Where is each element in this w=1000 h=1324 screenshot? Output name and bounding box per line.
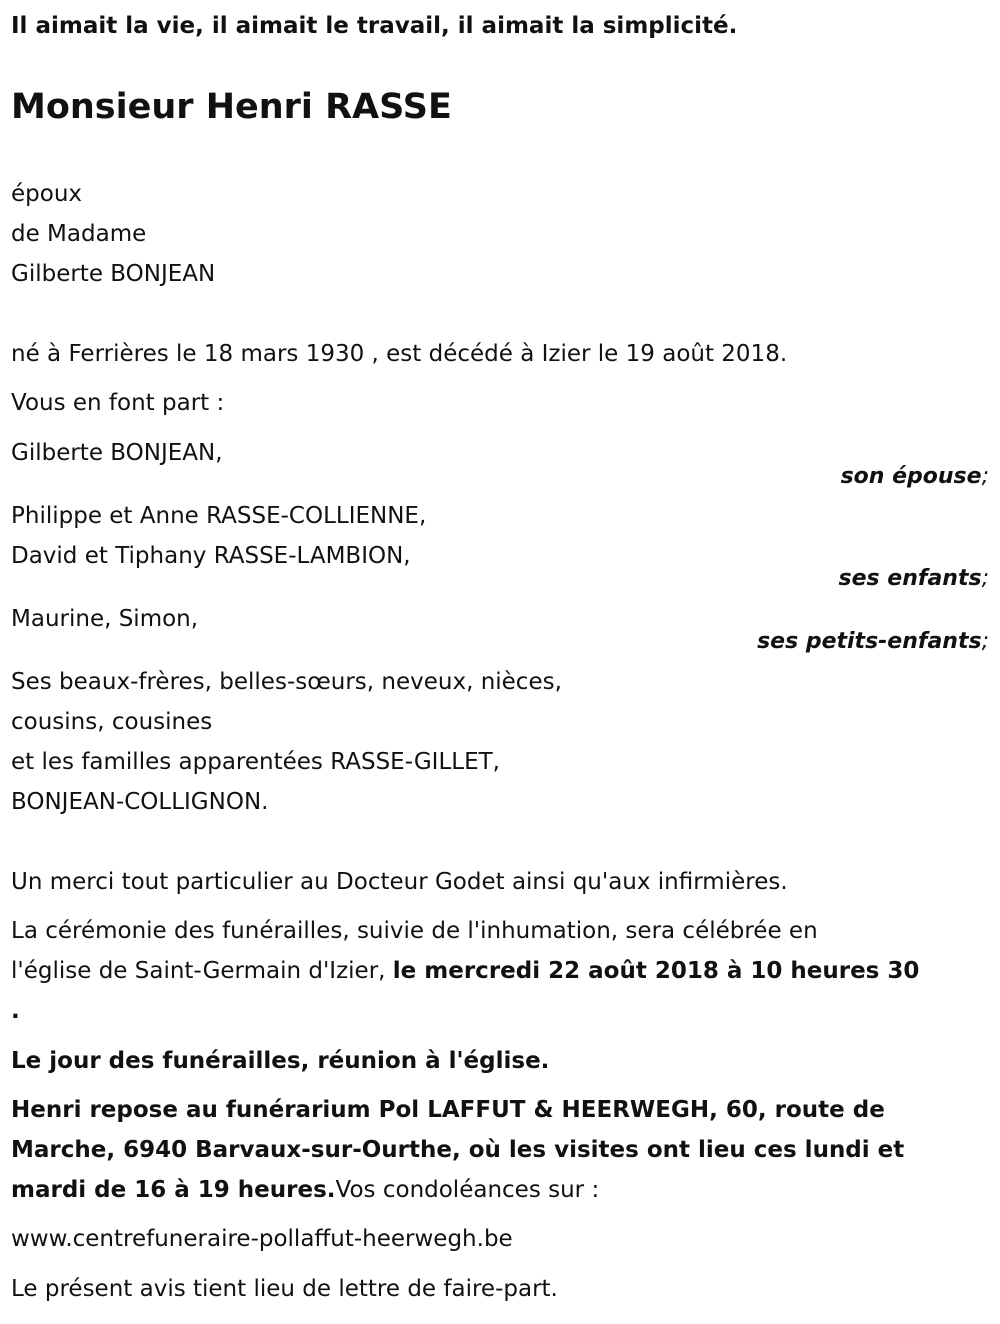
extended-family-line: et les familles apparentées RASSE-GILLET, — [11, 749, 500, 775]
announcement-line: Vous en font part : — [11, 390, 225, 416]
family-spouse-name: Gilberte BONJEAN, — [11, 440, 223, 466]
spouse-line: époux — [11, 181, 83, 207]
family-child-name: Philippe et Anne RASSE-COLLIENNE, — [11, 503, 427, 529]
ceremony-period: . — [11, 998, 20, 1024]
gathering-line: Le jour des funérailles, réunion à l'église. — [11, 1048, 550, 1074]
ceremony-line — [11, 951, 919, 991]
deceased-name: Monsieur Henri RASSE — [11, 87, 452, 127]
motto: Il aimait la vie, il aimait le travail, il aimait la simplicité. — [11, 13, 738, 39]
thanks-line: Un merci tout particulier au Docteur Godet ainsi qu'aux infirmières. — [11, 869, 788, 895]
family-grandchild-name: Maurine, Simon, — [11, 606, 199, 632]
ceremony-line: La cérémonie des funérailles, suivie de l'inhumation, sera célébrée en — [11, 918, 818, 944]
ceremony-place: l'église de Saint-Germain d'Izier, — [11, 958, 393, 984]
spouse-line: Gilberte BONJEAN — [11, 261, 216, 287]
extended-family-line: Ses beaux-frères, belles-sœurs, neveux, nièces, — [11, 669, 562, 695]
visiting-hours: mardi de 16 à 19 heures. — [11, 1177, 336, 1203]
extended-family-line: BONJEAN-COLLIGNON. — [11, 789, 269, 815]
repose-line: Henri repose au funérarium Pol LAFFUT & HEERWEGH, 60, route de — [11, 1097, 885, 1123]
family-child-name: David et Tiphany RASSE-LAMBION, — [11, 543, 411, 569]
closing-line: Le présent avis tient lieu de lettre de faire-part. — [11, 1276, 558, 1302]
repose-line — [11, 1170, 599, 1210]
birth-death-line: né à Ferrières le 18 mars 1930 , est décédé à Izier le 19 août 2018. — [11, 341, 788, 367]
spouse-line: de Madame — [11, 221, 147, 247]
extended-family-line: cousins, cousines — [11, 709, 213, 735]
ceremony-date: le mercredi 22 août 2018 à 10 heures 30 — [392, 958, 920, 984]
website-link[interactable]: www.centrefuneraire-pollaffut-heerwegh.be — [11, 1226, 513, 1252]
family-role-grandchildren: ses petits-enfants; — [757, 629, 989, 654]
condolences-label: Vos condoléances sur : — [335, 1177, 600, 1203]
family-role-spouse: son épouse; — [840, 464, 989, 489]
repose-line: Marche, 6940 Barvaux-sur-Ourthe, où les visites ont lieu ces lundi et — [11, 1137, 905, 1163]
family-role-children: ses enfants; — [838, 566, 989, 591]
